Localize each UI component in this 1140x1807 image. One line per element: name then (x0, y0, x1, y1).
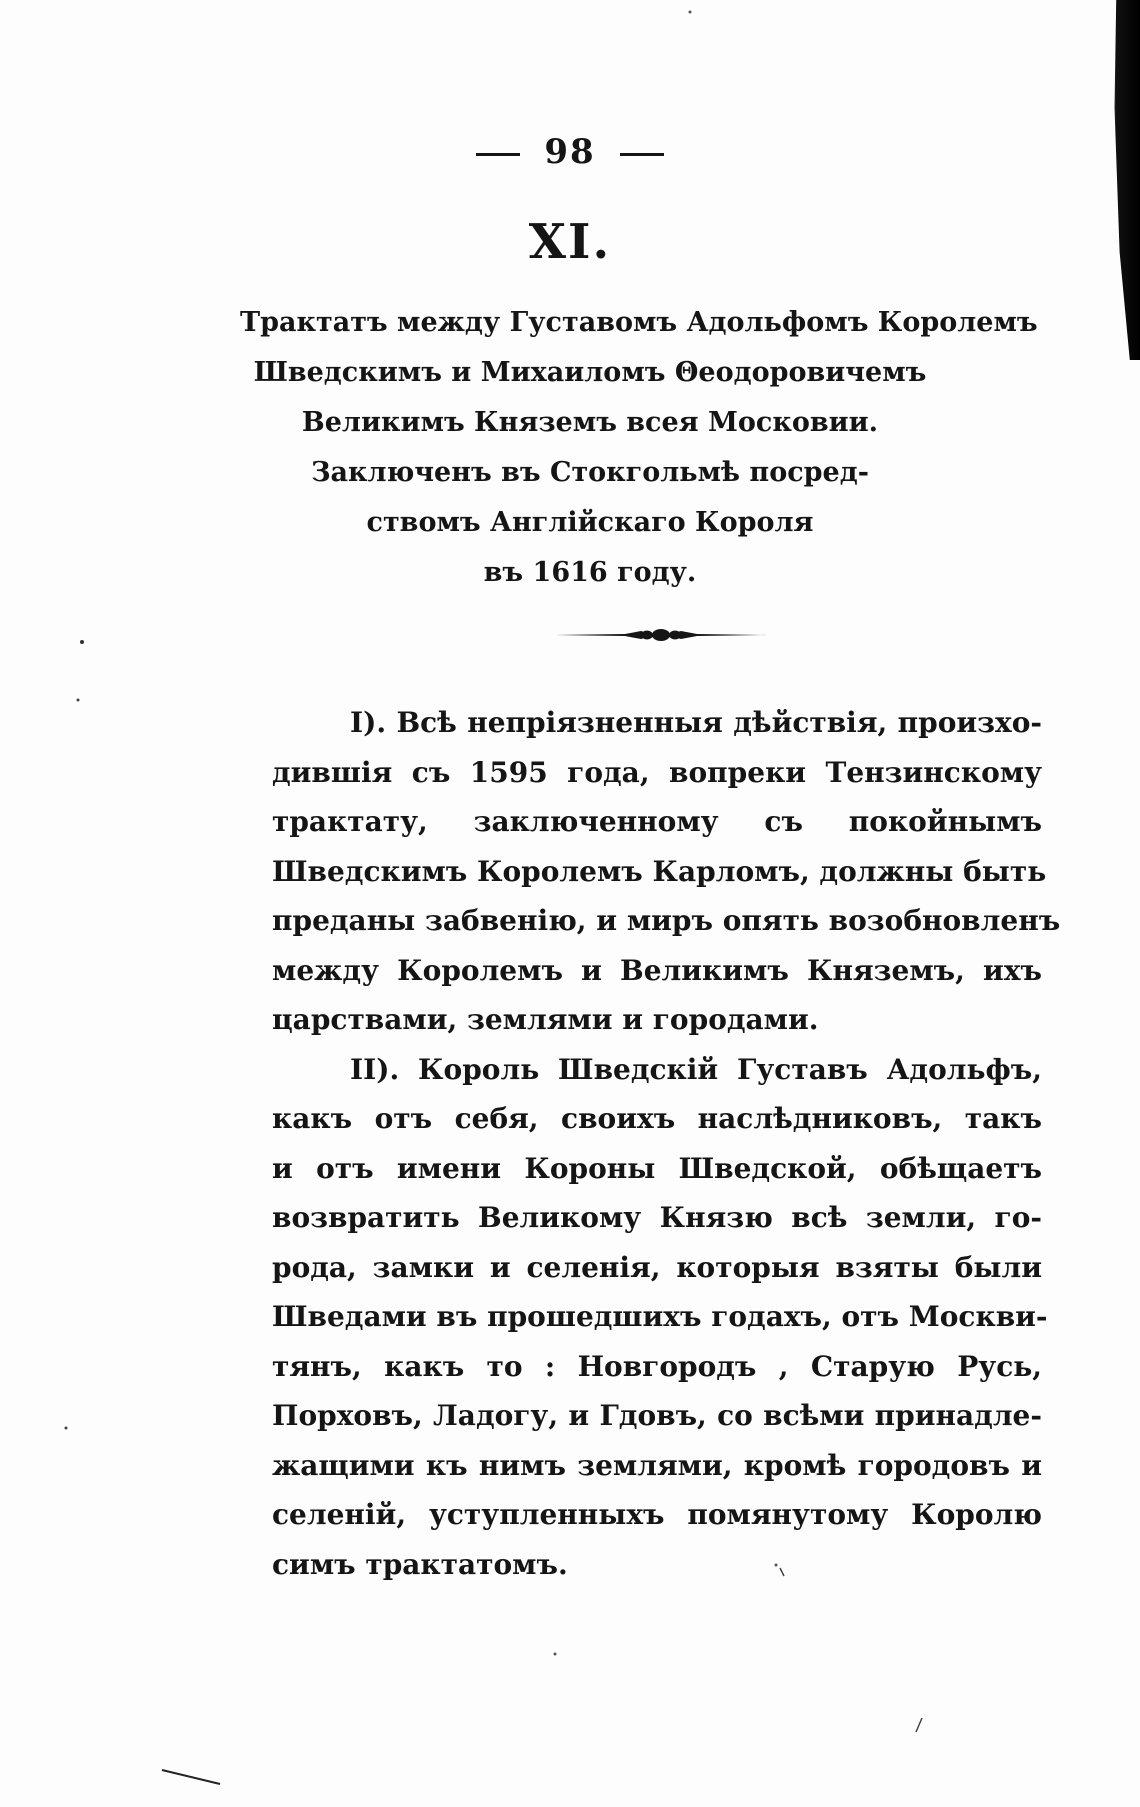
title-line: Шведскимъ и Михаиломъ Θеодоровичемъ (253, 357, 927, 388)
article-line: Порховъ, Ладогу, и Гдовъ, со всѣми принадле- (272, 1399, 1042, 1432)
title-line: въ 1616 году. (483, 557, 697, 588)
left-dash (476, 153, 520, 156)
article-line: I). Всѣ непріязненныя дѣйствія, произхо- (350, 706, 1042, 739)
article-line: жащими къ нимъ землями, кромѣ городовъ и (272, 1448, 1042, 1482)
article-line: между Королемъ и Великимъ Княземъ, ихъ (272, 953, 1042, 987)
article-line: преданы забвенію, и миръ опять возобновленъ (272, 904, 1061, 937)
title-line: Заключенъ въ Стокгольмѣ посред- (311, 457, 869, 488)
article-line: какъ отъ себя, своихъ наслѣдниковъ, такъ (272, 1102, 1042, 1135)
section-numeral: XI. (528, 214, 612, 270)
binding-edge-shadow (1106, 0, 1140, 360)
article-2 (272, 1045, 1048, 1590)
title-line: Трактатъ между Густавомъ Адольфомъ Королемъ (240, 307, 1038, 338)
article-line: рода, замки и селенія, которыя взяты были (272, 1250, 1042, 1284)
article-line: возвратить Великому Князю всѣ земли, го- (272, 1201, 1042, 1234)
article-line: и отъ имени Короны Шведской, обѣщаетъ (272, 1151, 1042, 1185)
right-dash (620, 153, 664, 156)
article-line: царствами, землями и городами. (272, 1003, 819, 1036)
article-line: симъ трактатомъ. (272, 1547, 568, 1581)
title-line: Великимъ Княземъ всея Московии. (301, 407, 879, 438)
article-1 (272, 698, 1061, 1045)
article-line: Шведскимъ Королемъ Карломъ, должны быть (272, 854, 1047, 888)
article-line: Шведами въ прошедшихъ годахъ, отъ Москви- (272, 1300, 1048, 1333)
article-line: дившія съ 1595 года, вопреки Тензинскому (272, 755, 1042, 789)
article-line: селеній, уступленныхъ помянутому Королю (272, 1498, 1042, 1531)
page-number: 98 (544, 132, 596, 172)
title-line: ствомъ Англійскаго Короля (366, 507, 814, 538)
article-line: тянъ, какъ то : Новгородъ , Старую Русь, (272, 1349, 1042, 1383)
page-number-header (0, 132, 1140, 172)
treaty-title (240, 298, 1038, 598)
article-line: II). Король Шведскій Густавъ Адольфъ, (350, 1052, 1042, 1086)
article-line: трактату, заключенному съ покойнымъ (272, 805, 1042, 838)
ornamental-divider (555, 628, 767, 642)
treaty-body (272, 698, 1061, 1589)
